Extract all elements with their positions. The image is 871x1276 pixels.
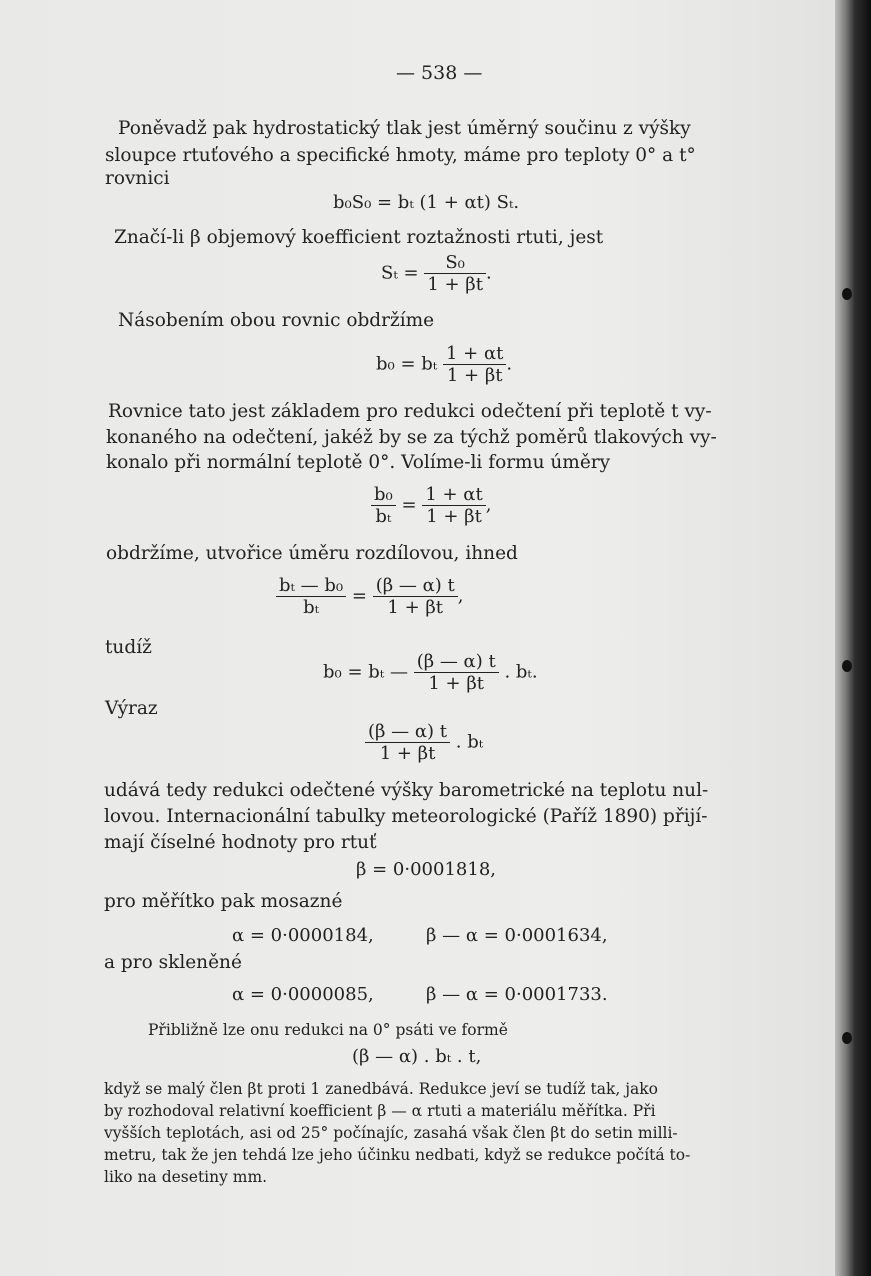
text-line: lovou. Internacionální tabulky meteorologické (Paříž 1890) přijí-: [104, 806, 708, 827]
text-line: obdržíme, utvořice úměru rozdílovou, ihned: [106, 543, 518, 564]
equation: β = 0·0001818,: [356, 859, 496, 880]
equation-lhs: b₀ = bₜ: [376, 353, 438, 375]
punctuation: ,: [457, 585, 464, 607]
text-line: liko na desetiny mm.: [104, 1168, 268, 1186]
text-line: sloupce rtuťového a specifické hmoty, máme pro teploty 0° a t°: [105, 145, 696, 166]
text-line: metru, tak že jen tehdá lze jeho účinku nedbati, když se redukce počítá to-: [104, 1146, 691, 1164]
equation-lhs: b₀ = bₜ —: [323, 661, 408, 683]
numerator: (β — α) t: [414, 651, 499, 673]
equals-sign: =: [401, 494, 417, 516]
denominator: 1 + βt: [387, 597, 444, 618]
numerator: 1 + αt: [443, 343, 506, 365]
fraction: [422, 484, 485, 527]
equals-sign: =: [351, 585, 367, 607]
text-line: když se malý člen βt proti 1 zanedbává. Redukce jeví se tudíž tak, jako: [104, 1080, 658, 1098]
text-line: tudíž: [105, 637, 152, 658]
equation-tail: . bₜ: [455, 731, 484, 753]
equation: [276, 575, 463, 618]
numerator: (β — α) t: [365, 721, 450, 743]
fraction: [373, 575, 458, 618]
text-line: Poněvadž pak hydrostatický tlak jest úměrný součinu z výšky: [118, 118, 691, 139]
punctuation: .: [485, 262, 492, 284]
text-line: by rozhodoval relativní koefficient β — α rtuti a materiálu měřítka. Při: [104, 1102, 656, 1120]
text-line: Výraz: [105, 698, 158, 719]
equation: β — α = 0·0001634,: [426, 925, 608, 946]
punctuation: .: [506, 353, 513, 375]
equation: [381, 252, 492, 295]
text-line: Značí-li β objemový koefficient roztažnosti rtuti, jest: [114, 227, 604, 248]
binding-hole: [842, 660, 852, 672]
equation: [323, 651, 538, 694]
numerator: bₜ — b₀: [276, 575, 346, 597]
text-line: vyšších teplotách, asi od 25° počínajíc, zasahá však člen βt do setin milli-: [104, 1124, 678, 1142]
fraction: [276, 575, 346, 618]
denominator: 1 + βt: [426, 506, 482, 527]
text-line: Přibližně lze onu redukci na 0° psáti ve formě: [148, 1021, 508, 1039]
equation: α = 0·0000184,: [232, 925, 374, 946]
numerator: b₀: [371, 484, 396, 506]
fraction: [424, 252, 486, 295]
equation: (β — α) . bₜ . t,: [352, 1046, 482, 1067]
binding-hole: [842, 1032, 852, 1044]
equation: β — α = 0·0001733.: [426, 984, 608, 1005]
binding-hole: [842, 288, 852, 300]
fraction: [414, 651, 499, 694]
denominator: 1 + βt: [428, 673, 484, 694]
text-line: Rovnice tato jest základem pro redukci odečtení při teplotě t vy-: [108, 401, 712, 422]
denominator: 1 + βt: [446, 365, 503, 386]
denominator: 1 + βt: [427, 274, 483, 295]
fraction: [371, 484, 396, 527]
denominator: 1 + βt: [379, 743, 436, 764]
equation: [365, 721, 483, 764]
numerator: 1 + αt: [422, 484, 485, 506]
fraction: [365, 721, 450, 764]
text-line: mají číselné hodnoty pro rtuť: [104, 832, 377, 853]
punctuation: ,: [485, 494, 492, 516]
equation: b₀S₀ = bₜ (1 + αt) Sₜ.: [333, 192, 520, 213]
text-line: udává tedy redukci odečtené výšky barometrické na teplotu nul-: [104, 780, 709, 801]
equation: [376, 343, 512, 386]
fraction: [443, 343, 506, 386]
book-binding-gutter: [835, 0, 871, 1276]
numerator: (β — α) t: [373, 575, 458, 597]
text-line: a pro skleněné: [104, 952, 242, 973]
text-line: konalo při normální teplotě 0°. Volíme-li formu úměry: [106, 452, 611, 473]
text-line: Násobením obou rovnic obdržíme: [118, 310, 435, 331]
text-line: konaného na odečtení, jakéž by se za týchž poměrů tlakových vy-: [106, 427, 717, 448]
denominator: bₜ: [303, 597, 320, 618]
page-number: — 538 —: [396, 62, 483, 84]
denominator: bₜ: [375, 506, 392, 527]
equation-lhs: Sₜ =: [381, 262, 419, 284]
equation: α = 0·0000085,: [232, 984, 374, 1005]
equation-tail: . bₜ.: [504, 661, 538, 683]
numerator: S₀: [424, 252, 486, 274]
text-line: rovnici: [105, 168, 170, 189]
text-line: pro měřítko pak mosazné: [104, 891, 343, 912]
equation: [371, 484, 491, 527]
